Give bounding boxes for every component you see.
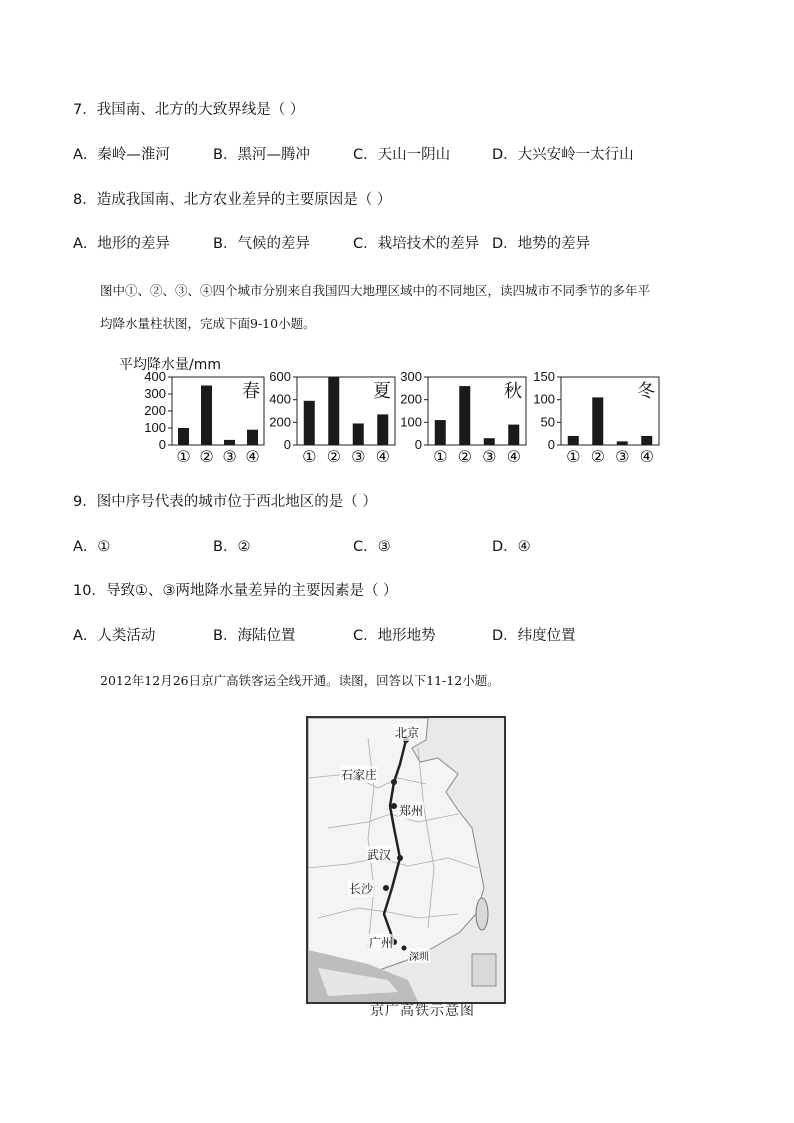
q7-option-a[interactable]: A．秦岭—淮河 bbox=[73, 147, 170, 163]
summer-bar bbox=[304, 401, 315, 445]
summer-chart-title: 夏 bbox=[373, 381, 391, 402]
q7-option-d[interactable]: D．大兴安岭一太行山 bbox=[492, 147, 634, 163]
question-9-stem: 9．图中序号代表的城市位于西北地区的是（ ） bbox=[73, 494, 377, 510]
autumn-y-tick-label: 300 bbox=[400, 369, 422, 384]
winter-bar bbox=[641, 436, 652, 445]
winter-category-label: ③ bbox=[615, 447, 630, 466]
q9-option-b[interactable]: B．② bbox=[213, 539, 251, 555]
city-guangzhou: 广州 bbox=[369, 936, 394, 950]
summer-y-tick-label: 200 bbox=[269, 414, 291, 430]
city-wuhan: 武汉 bbox=[367, 848, 392, 862]
winter-bar bbox=[617, 441, 628, 445]
spring-category-label: ② bbox=[199, 447, 214, 466]
autumn-bar bbox=[508, 425, 519, 445]
q9-option-c[interactable]: C．③ bbox=[353, 539, 391, 555]
q7-option-c[interactable]: C．天山一阴山 bbox=[353, 147, 451, 163]
winter-y-tick-label: 100 bbox=[533, 391, 555, 407]
spring-y-tick-label: 100 bbox=[144, 420, 166, 435]
city-beijing: 北京 bbox=[395, 726, 420, 740]
winter-chart-title: 冬 bbox=[637, 381, 655, 402]
autumn-bar bbox=[484, 438, 495, 445]
spring-y-tick-label: 300 bbox=[144, 386, 166, 401]
spring-category-label: ③ bbox=[222, 447, 237, 466]
taiwan-island bbox=[476, 898, 488, 930]
city-shenzhen: 深圳 bbox=[408, 948, 430, 963]
winter-category-label: ① bbox=[566, 447, 581, 466]
question-10-options bbox=[73, 626, 713, 646]
autumn-category-label: ③ bbox=[482, 447, 497, 466]
autumn-chart-title: 秋 bbox=[504, 381, 522, 402]
intro-11-12: 2012年12月26日京广高铁客运全线开通。读图，回答以下11-12小题。 bbox=[100, 673, 500, 688]
spring-chart-title: 春 bbox=[242, 381, 260, 402]
winter-bar bbox=[592, 397, 603, 445]
summer-bar bbox=[353, 423, 364, 445]
spring-category-label: ① bbox=[176, 447, 191, 466]
winter-bar bbox=[568, 436, 579, 445]
south-china-sea-inset bbox=[472, 954, 496, 986]
city-shijiazhuang: 石家庄 bbox=[341, 768, 378, 782]
winter-category-label: ② bbox=[590, 447, 605, 466]
spring-y-tick-label: 200 bbox=[144, 403, 166, 418]
q8-option-b[interactable]: B．气候的差异 bbox=[213, 236, 310, 252]
q9-option-d[interactable]: D．④ bbox=[492, 539, 531, 555]
autumn-category-label: ④ bbox=[506, 447, 521, 466]
autumn-category-label: ② bbox=[457, 447, 472, 466]
map-graphic bbox=[308, 718, 504, 1002]
city-zhengzhou: 郑州 bbox=[399, 804, 424, 818]
precipitation-charts bbox=[0, 0, 794, 480]
spring-bar bbox=[201, 386, 212, 446]
q8-option-a[interactable]: A．地形的差异 bbox=[73, 236, 170, 252]
spring-y-tick-label: 400 bbox=[144, 369, 166, 384]
chart-y-axis-label: 平均降水量/mm bbox=[119, 357, 221, 373]
autumn-y-tick-label: 0 bbox=[414, 437, 422, 452]
intro-9-10-line1: 图中①、②、③、④四个城市分别来自我国四大地理区域中的不同地区，读四城市不同季节的多年平 bbox=[100, 283, 651, 298]
question-8-stem: 8．造成我国南、北方农业差异的主要原因是（ ） bbox=[73, 192, 392, 208]
autumn-y-tick-label: 100 bbox=[400, 414, 422, 430]
summer-y-tick-label: 600 bbox=[269, 369, 291, 384]
summer-bar bbox=[377, 414, 388, 445]
summer-category-label: ④ bbox=[375, 447, 390, 466]
q8-option-c[interactable]: C．栽培技术的差异 bbox=[353, 236, 480, 252]
autumn-y-tick-label: 200 bbox=[400, 391, 422, 407]
question-9-options bbox=[73, 537, 713, 557]
summer-bar bbox=[328, 377, 339, 445]
q10-option-c[interactable]: C．地形地势 bbox=[353, 628, 436, 644]
beijing-guangzhou-rail-map bbox=[306, 716, 506, 1004]
q10-option-a[interactable]: A．人类活动 bbox=[73, 628, 156, 644]
spring-category-label: ④ bbox=[245, 447, 260, 466]
intro-9-10-line2: 均降水量柱状图，完成下面9-10小题。 bbox=[100, 316, 316, 331]
spring-bar bbox=[178, 428, 189, 445]
q8-option-d[interactable]: D．地势的差异 bbox=[492, 236, 591, 252]
winter-y-tick-label: 50 bbox=[540, 414, 555, 430]
autumn-category-label: ① bbox=[433, 447, 448, 466]
q9-option-a[interactable]: A．① bbox=[73, 539, 111, 555]
winter-category-label: ④ bbox=[639, 447, 654, 466]
spring-bar bbox=[247, 430, 258, 445]
summer-y-tick-label: 400 bbox=[269, 391, 291, 407]
summer-category-label: ① bbox=[302, 447, 317, 466]
q10-option-d[interactable]: D．纬度位置 bbox=[492, 628, 576, 644]
map-caption: 京广高铁示意图 bbox=[370, 1003, 475, 1019]
winter-y-tick-label: 150 bbox=[533, 369, 555, 384]
question-7-stem: 7．我国南、北方的大致界线是（ ） bbox=[73, 102, 305, 118]
spring-bar bbox=[224, 440, 235, 445]
q7-option-b[interactable]: B．黑河—腾冲 bbox=[213, 147, 310, 163]
winter-y-tick-label: 0 bbox=[547, 437, 555, 452]
spring-y-tick-label: 0 bbox=[158, 437, 166, 452]
autumn-bar bbox=[435, 420, 446, 445]
question-10-stem: 10．导致①、③两地降水量差异的主要因素是（ ） bbox=[73, 583, 398, 599]
city-changsha: 长沙 bbox=[349, 882, 374, 896]
summer-category-label: ② bbox=[326, 447, 341, 466]
q10-option-b[interactable]: B．海陆位置 bbox=[213, 628, 296, 644]
summer-category-label: ③ bbox=[351, 447, 366, 466]
summer-y-tick-label: 0 bbox=[283, 437, 291, 452]
autumn-bar bbox=[459, 386, 470, 445]
